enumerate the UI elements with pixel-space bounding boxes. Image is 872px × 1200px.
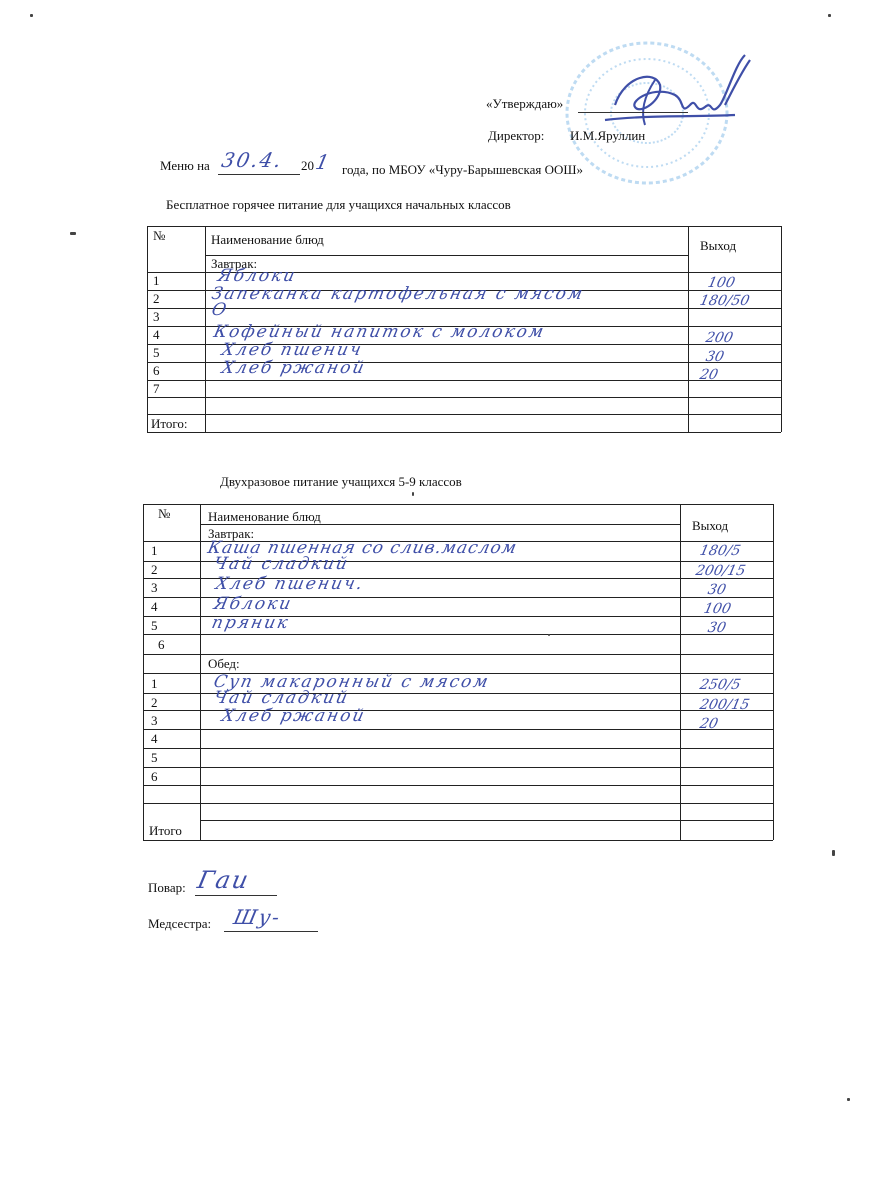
dish-name: Хлеб ржаной [219, 358, 368, 378]
row-number: 2 [151, 562, 158, 577]
table2-header-num: № [158, 506, 171, 521]
row-number: 1 [151, 543, 158, 558]
nurse-signature-line [224, 931, 318, 932]
row-number: 7 [153, 381, 160, 396]
row-number: 4 [151, 731, 158, 746]
dish-name: пряник [209, 613, 292, 633]
table1-header-num: № [153, 228, 166, 243]
scan-speck [412, 492, 414, 496]
table2-header-out: Выход [692, 518, 729, 533]
row-number: 1 [153, 273, 160, 288]
table2-breakfast-label: Завтрак: [208, 526, 255, 541]
scan-speck [832, 850, 835, 856]
year-prefix: 20 [301, 158, 314, 173]
dish-output: 200 [704, 330, 735, 346]
scan-speck [828, 14, 831, 17]
scan-speck [847, 1098, 850, 1101]
table1-total-label: Итого: [151, 416, 188, 431]
scan-speck [70, 232, 76, 235]
dish-name: Суп макаронный с мясом [211, 672, 492, 692]
table1-header-out: Выход [700, 238, 737, 253]
row-number: 3 [151, 580, 158, 595]
row-number: 3 [153, 309, 160, 324]
dish-output: 30 [706, 620, 728, 636]
section2-title: Двухразовое питание учащихся 5-9 классов [220, 474, 462, 489]
dish-name: Чай сладкий [211, 688, 352, 708]
dish-name: Хлеб ржаной [219, 706, 368, 726]
dish-name: Кофейный напиток с молоком [211, 322, 548, 342]
dish-name: Хлеб пшенич [219, 340, 365, 360]
dish-name: Яблоки [215, 266, 299, 286]
year-handwritten: 1 [313, 150, 334, 174]
nurse-label: Медсестра: [148, 916, 212, 931]
dish-output: 180/5 [698, 543, 743, 559]
dish-name: Запеканка картофельная с мясом [209, 284, 587, 304]
menu-suffix: года, по МБОУ «Чуру-Барышевская ООШ» [342, 162, 583, 177]
table2-lunch-label: Обед: [208, 656, 240, 671]
cook-signature-line [195, 895, 277, 896]
scan-speck [548, 634, 550, 636]
table2-total-label: Итого [149, 823, 182, 838]
director-name: И.М.Яруллин [570, 128, 646, 143]
director-label: Директор: [488, 128, 545, 143]
dish-output: 100 [702, 601, 733, 617]
approve-label: «Утверждаю» [486, 96, 564, 111]
row-number: 6 [158, 637, 165, 652]
dish-output: 30 [704, 349, 726, 365]
table1-breakfast-label: Завтрак: [211, 256, 258, 271]
row-number: 6 [153, 363, 160, 378]
cook-signature: Гаи [195, 866, 253, 894]
cook-label: Повар: [148, 880, 186, 895]
dish-name: Каша пшенная со слив.маслом [205, 538, 520, 558]
dish-output: 20 [698, 367, 720, 383]
row-number: 5 [153, 345, 160, 360]
dish-name: Хлеб пшенич. [213, 574, 367, 594]
dish-output: 30 [706, 582, 728, 598]
row-number: 2 [151, 695, 158, 710]
row-number: 4 [153, 327, 160, 342]
dish-name: Чай сладкий [211, 554, 352, 574]
table1-header-name: Наименование блюд [211, 232, 324, 247]
row-number: 2 [153, 291, 160, 306]
row-number: 4 [151, 599, 158, 614]
row-number: 6 [151, 769, 158, 784]
dish-output: 100 [706, 275, 737, 291]
table2-header-name: Наименование блюд [208, 509, 321, 524]
dish-name: Яблоки [211, 594, 295, 614]
dish-output: 250/5 [698, 677, 743, 693]
section1-title: Бесплатное горячее питание для учащихся начальных классов [166, 197, 511, 212]
nurse-signature: Шу- [231, 905, 284, 929]
menu-date-handwritten: 30.4. [219, 148, 286, 172]
scan-speck [30, 14, 33, 17]
dish-output: 20 [698, 716, 720, 732]
dish-output: 200/15 [698, 697, 751, 713]
row-number: 5 [151, 750, 158, 765]
dish-output: 180/50 [698, 293, 751, 309]
dish-name: О [209, 300, 231, 320]
dish-output: 200/15 [694, 563, 747, 579]
row-number: 5 [151, 618, 158, 633]
row-number: 3 [151, 713, 158, 728]
menu-prefix: Меню на [160, 158, 210, 173]
row-number: 1 [151, 676, 158, 691]
